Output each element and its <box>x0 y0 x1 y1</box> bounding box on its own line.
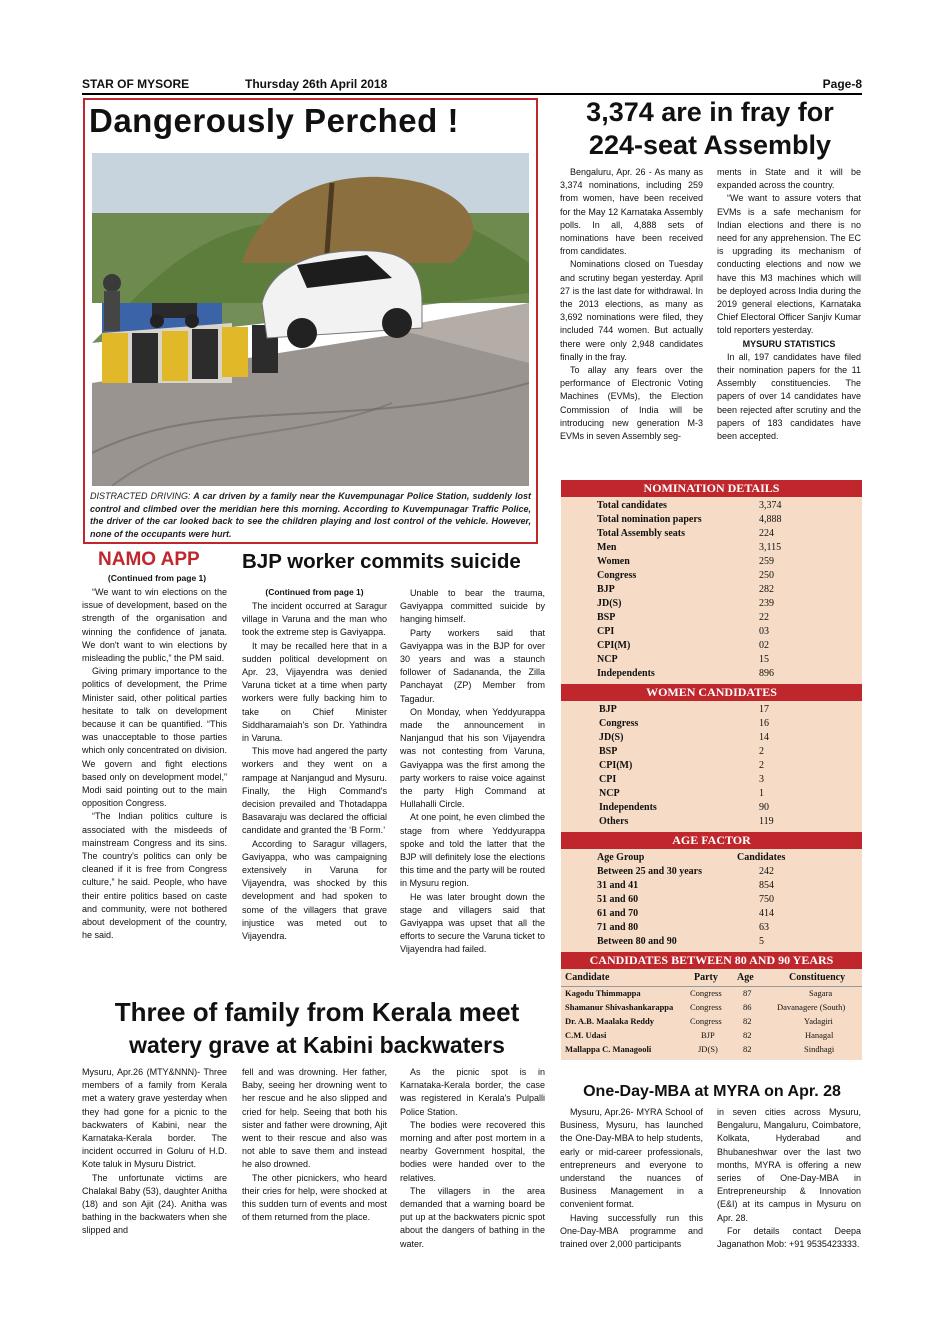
kerala-column-3 <box>400 1066 545 1251</box>
mba-column-2 <box>717 1106 861 1251</box>
table-row: Women 259 <box>597 556 774 567</box>
nomination-table <box>561 497 862 684</box>
kerala-para: Mysuru, Apr.26 (MTY&NNN)- Three members of a family from Kerala met a watery grave yesterday when they had gone for a picnic to the backwaters of Kabini, near the Karnataka-Kerala border. The incident occurred in Goluru of H.D. Kote taluk in Mysuru District. <box>82 1067 227 1170</box>
mba-para: in seven cities across Mysuru, Bengaluru, Mangaluru, Coimbatore, Kolkata, Hyderabad and Bhubaneshwar over the last two months, MYRA is offering a new series of One-Day-MBA in Entrepreneurship & Innovation (E&I) at its campus in Mysuru on Apr. 28. <box>717 1107 861 1223</box>
table-row: C.M. Udasi BJP 82 Hanagal <box>565 1030 834 1040</box>
bjp-para: Party workers said that Gaviyappa was in the BJP for over 30 years and was a staunch follower of Sadananda, the Zilla Panchayat (ZP) Member from Tagadur. <box>400 627 545 704</box>
table-row: Total candidates 3,374 <box>597 500 782 511</box>
table-row: BJP 17 <box>599 704 769 715</box>
bjp-para: He was later brought down the stage and villagers said that Gaviyappa was upset that all the efforts to secure the Varuna ticket to Vijayendra had failed. <box>400 891 545 955</box>
namo-body <box>82 586 227 942</box>
table-row: Men 3,115 <box>597 542 782 553</box>
bjp-para: This move had angered the party workers and they went on a rampage at Nanjangud and Mysuru. Finally, the High Command's decision prevailed and Thotadappa Basavaraju was declared the official candidate and granted the ‘B Form.’ <box>242 746 387 836</box>
kerala-para: fell and was drowning. Her father, Baby, seeing her drowning went to her rescue and he also slipped and cried for help. Seeing that both his sister and father were drowning, Ajit went to their rescue and also was not able to save them and instead he also drowned. <box>242 1067 387 1170</box>
table-row: Between 80 and 90 5 <box>597 936 764 947</box>
table-row: Mallappa C. Managooli JD(S) 82 Sindhagi <box>565 1044 835 1054</box>
fray-column-1 <box>560 166 703 443</box>
page-number: Page-8 <box>822 77 862 91</box>
fray-para: In all, 197 candidates have filed their nomination papers for the 11 Assembly constituencies. The papers of over 14 candidates have been rejected after scrutiny and the papers of 183 candidates have been accepted. <box>717 351 861 442</box>
mba-para: Mysuru, Apr.26- MYRA School of Business, Mysuru, has launched the One-Day-MBA to help students, early or mid-career professionals, entrepreneurs and everyone to understand the nuances of Business Management in a convenient format. <box>560 1107 703 1210</box>
table-row: CPI 3 <box>599 774 764 785</box>
table-header-row: Age Group Candidates <box>597 852 786 863</box>
kerala-para: As the picnic spot is in Karnataka-Kerala border, the case was registered in Kerala's Pulpalli Police Station. <box>400 1067 545 1117</box>
namo-continued: (Continued from page 1) <box>107 573 207 583</box>
kerala-column-1 <box>82 1066 227 1238</box>
page-header <box>82 75 862 95</box>
table-row: Total Assembly seats 224 <box>597 528 774 539</box>
mba-column-1 <box>560 1106 703 1251</box>
issue-date: Thursday 26th April 2018 <box>245 77 388 91</box>
table-row: Congress 250 <box>597 570 774 581</box>
bjp-headline: BJP worker commits suicide <box>242 550 521 573</box>
photo-story-title: Dangerously Perched ! <box>89 102 459 139</box>
table-row: CPI(M) 02 <box>597 640 769 651</box>
table-row: CPI(M) 2 <box>599 760 764 771</box>
fray-para: “We want to assure voters that EVMs is a safe mechanism for Indian elections and there is no need for any apprehension. The EC is upgrading its mechanism of conducting elections and now we have this M3 machines which will be deployed across India during the 2019 general elections, Karnataka Chief Electoral Officer Sanjiv Kumar told reporters yesterday. <box>717 193 861 336</box>
caption-lead: DISTRACTED DRIVING: <box>90 491 191 501</box>
kerala-para: The bodies were recovered this morning and after post mortem in a nearby Government hospital, the bodies were handed over to the relatives. <box>400 1119 545 1183</box>
bjp-continued: (Continued from page 1) <box>265 587 364 597</box>
table-row: JD(S) 239 <box>597 598 774 609</box>
fray-para: ments in State and it will be expanded across the country. <box>717 167 861 191</box>
namo-para: “We want to win elections on the issue of development, based on the strength of the organisation and winning the confidence of janata. We don't want to win elections by misleading the public,” the PM said. <box>82 587 227 664</box>
bjp-column-1 <box>242 600 387 943</box>
bjp-para: On Monday, when Yeddyurappa made the announcement in Nanjangud that his son Vijayendra was not contesting from Varuna, Gaviyappa was the first among the party workers to raise voice against the party High Command at Hullahalli Circle. <box>400 706 545 810</box>
kerala-headline <box>82 996 552 1062</box>
table-row: 51 and 60 750 <box>597 894 774 905</box>
age-factor-title: AGE FACTOR <box>561 832 862 849</box>
kerala-title-line2: watery grave at Kabini backwaters <box>129 1032 505 1058</box>
kerala-para: The villagers in the area demanded that a warning board be put up at the backwaters picnic spot about the dangers of bathing in the water. <box>400 1185 545 1249</box>
mba-para: Having successfully run this One-Day-MBA programme and trained over 2,000 participants <box>560 1212 703 1250</box>
fray-title-line2: 224-seat Assembly <box>588 130 832 160</box>
elder-candidates-table <box>561 969 862 1060</box>
fray-para: Nominations closed on Tuesday and scrutiny began yesterday. April 27 is the last date for withdrawal. In the 2013 elections, as many as 3,692 nominations were filed, they included 744 women. But actually there were only 2,948 candidates finally in the fray. <box>560 259 703 362</box>
mba-headline: One-Day-MBA at MYRA on Apr. 28 <box>583 1083 841 1100</box>
table-header-row: Candidate Party Age Constituency <box>561 971 862 987</box>
fray-headline <box>545 96 875 162</box>
table-row: 31 and 41 854 <box>597 880 774 891</box>
bjp-para: According to Saragur villagers, Gaviyappa, who was campaigning extensively in Varuna for Vijayendra, was shocked by this development and had spoken to some of the villagers that grave injustice was meted out to Vijayendra. <box>242 838 387 942</box>
table-row: Kagodu Thimmappa Congress 87 Sagara <box>565 988 833 998</box>
car-photo <box>92 153 529 486</box>
table-row: Independents 896 <box>597 668 774 679</box>
paper-name: STAR OF MYSORE <box>82 77 190 91</box>
statistics-panel <box>561 480 862 1060</box>
kerala-para: The unfortunate victims are Chalakal Baby (53), daughter Anitha (18) and son Ajit (24). Anitha was bathing in the backwaters when she slipped and <box>82 1172 227 1236</box>
photo-caption <box>90 490 531 540</box>
namo-para: “The Indian politics culture is associated with the misdeeds of mainstream Congress and its sins. The country's politics can only be cleaned if it is free from Congress culture,” he said. People, who have their entire politics based on caste and community, were not bothered about development of the country, he said. <box>82 811 227 941</box>
fray-column-2 <box>717 166 861 443</box>
photo-story-box <box>83 98 538 544</box>
kerala-column-2 <box>242 1066 387 1224</box>
table-row: Dr. A.B. Maalaka Reddy Congress 82 Yadagiri <box>565 1016 833 1026</box>
bjp-para: The incident occurred at Saragur village in Varuna and the man who took the extreme step is Gaviyappa. <box>242 601 387 638</box>
kerala-title-line1: Three of family from Kerala meet <box>114 997 520 1027</box>
caption-text: A car driven by a family near the Kuvempunagar Police Station, suddenly lost control and climbed over the meridian here this morning. According to Kuvempunagar Traffic Police, the driver of the car looked back to see the children playing and lost control of the vehicle. However, none of the occupants were hurt. <box>90 491 531 539</box>
table-row: 61 and 70 414 <box>597 908 774 919</box>
table-row: NCP 1 <box>599 788 764 799</box>
bjp-para: Unable to bear the trauma, Gaviyappa committed suicide by hanging himself. <box>400 588 545 625</box>
table-row: NCP 15 <box>597 654 769 665</box>
table-row: Between 25 and 30 years 242 <box>597 866 774 877</box>
bjp-column-2 <box>400 587 545 957</box>
nomination-details-title: NOMINATION DETAILS <box>561 480 862 497</box>
table-row: 71 and 80 63 <box>597 922 769 933</box>
table-row: Shamanur Shivashankarappa Congress 86 Davanagere (South) <box>565 1002 846 1012</box>
mysuru-statistics-subhead: MYSURU STATISTICS <box>742 338 836 349</box>
table-row: BSP 22 <box>597 612 769 623</box>
mba-para: For details contact Deepa Jaganathon Mob: +91 9535423333. <box>717 1225 861 1250</box>
table-row: Total nomination papers 4,888 <box>597 514 782 525</box>
table-row: Independents 90 <box>599 802 769 813</box>
bjp-para: It may be recalled here that in a sudden political development on Apr. 23, Vijayendra was denied Varuna ticket at a time when party workers were fully backing him to take on Chief Minister Siddharamaiah's son Dr. Yathindra in Varuna. <box>242 640 387 744</box>
women-table <box>561 701 862 832</box>
table-row: BSP 2 <box>599 746 764 757</box>
table-row: Others 119 <box>599 816 774 827</box>
table-row: Congress 16 <box>599 718 769 729</box>
table-row: CPI 03 <box>597 626 769 637</box>
fray-para: Bengaluru, Apr. 26 - As many as 3,374 nominations, including 259 from women, have been received for the May 12 Karnataka Assembly polls. In all, 4,888 sets of nominations have been received from candidates. <box>560 167 703 257</box>
namo-para: Giving primary importance to the politics of development, the Prime Minister said, other political parties hesitate to talk on development because it can be quantified. “This was unacceptable to those parties which only concentrated on division. We govern and fight elections based only on development model,” Modi said pointing out to the main opposition Congress. <box>82 666 227 809</box>
fray-title-line1: 3,374 are in fray for <box>586 97 834 127</box>
bjp-para: At one point, he even climbed the stage from where Yeddyurappa spoke and told the latter that the BJP will definitely lose the elections this time and the party will be routed in Mysuru region. <box>400 812 545 889</box>
kerala-para: The other picnickers, who heard their cries for help, were shocked at this sudden turn of events and most of them returned from the place. <box>242 1172 387 1223</box>
namo-headline: NAMO APP <box>98 549 200 570</box>
table-row: JD(S) 14 <box>599 732 769 743</box>
fray-para: To allay any fears over the performance of Electronic Voting Machines (EVMs), the Election Commission of India will be introducing new generation M-3 EVMs in seven Assembly seg- <box>560 365 703 442</box>
age-table <box>561 849 862 952</box>
table-row: BJP 282 <box>597 584 774 595</box>
women-candidates-title: WOMEN CANDIDATES <box>561 684 862 701</box>
elder-candidates-title: CANDIDATES BETWEEN 80 AND 90 YEARS <box>561 952 862 969</box>
